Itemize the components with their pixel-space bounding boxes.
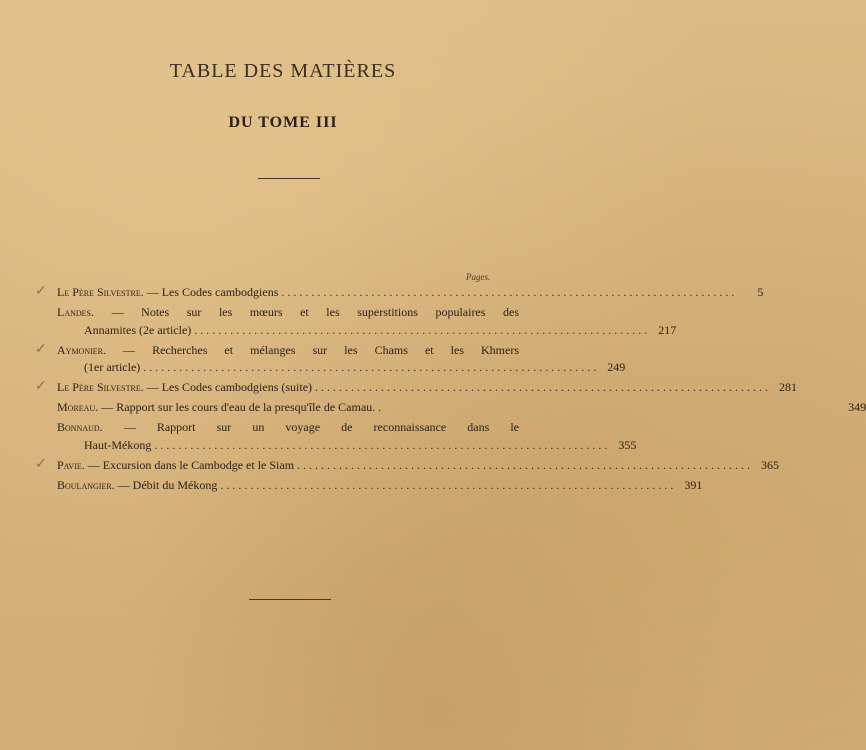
entry-title: — Débit du Mékong — [117, 477, 218, 492]
entry-author: Bonnaud. — [57, 420, 103, 434]
toc-entry — [57, 419, 637, 454]
entry-title: — Excursion dans le Cambodge et le Siam — [87, 457, 295, 472]
entry-title-continued: Haut-Mékong — [84, 437, 152, 452]
table-of-contents — [35, 284, 866, 497]
page-title: TABLE DES MATIÈRES — [169, 60, 397, 82]
check-mark-icon: ✓ — [35, 456, 47, 472]
check-mark-icon: ✓ — [35, 341, 47, 357]
toc-entry — [35, 341, 626, 377]
entry-title: — Les Codes cambodgiens — [146, 285, 279, 299]
entry-page-number: 391 — [684, 477, 703, 492]
toc-entry — [57, 477, 703, 495]
entry-title: — Notes sur les mœurs et les superstitions populaires des — [111, 305, 519, 319]
entry-page-number: 217 — [658, 322, 677, 337]
entry-page-number: 281 — [779, 380, 798, 394]
pages-column-label: Pages. — [466, 272, 491, 282]
entry-author: Pavie. — [57, 457, 85, 472]
check-mark-icon: ✓ — [35, 379, 47, 394]
entry-title-continued: (1er article) — [84, 360, 141, 374]
entry-author: Le Père Silvestre. — [57, 380, 144, 394]
entry-author: Landes. — [57, 305, 94, 319]
toc-entry — [35, 284, 764, 302]
dot-leader — [281, 284, 734, 302]
toc-entry — [35, 456, 780, 475]
entry-author: Moreau. — [57, 400, 99, 414]
dot-leader — [154, 437, 607, 455]
entry-title: — Rapport sur les cours d'eau de la presqu'île de Camau. . — [101, 400, 382, 414]
entry-page-number: 349 — [848, 400, 866, 414]
entry-page-number: 5 — [757, 285, 764, 299]
entry-author: Aymonier. — [57, 342, 106, 357]
page-subtitle: DU TOME III — [228, 114, 338, 131]
dot-leader — [220, 477, 673, 495]
entry-author: Boulangier. — [57, 477, 115, 492]
entry-title-continued: Annamites (2e article) — [84, 322, 192, 337]
entry-page-number: 249 — [607, 360, 626, 374]
toc-entry — [57, 399, 866, 417]
entry-author: Le Père Silvestre. — [57, 285, 144, 299]
entry-title: — Les Codes cambodgiens (suite) — [146, 380, 313, 394]
toc-entry — [35, 379, 798, 397]
entry-title: — Recherches et mélanges sur les Chams et les Khmers — [123, 342, 520, 357]
separator-rule-top — [258, 178, 320, 179]
separator-rule-bottom — [249, 599, 331, 600]
toc-entry — [57, 304, 677, 339]
entry-title: — Rapport sur un voyage de reconnaissance dans le — [123, 420, 520, 434]
entry-page-number: 355 — [618, 437, 637, 452]
check-mark-icon: ✓ — [35, 284, 47, 299]
dot-leader — [194, 322, 647, 340]
entry-page-number: 365 — [761, 457, 780, 472]
dot-leader — [143, 359, 596, 377]
dot-leader — [297, 457, 750, 475]
dot-leader — [315, 379, 768, 397]
